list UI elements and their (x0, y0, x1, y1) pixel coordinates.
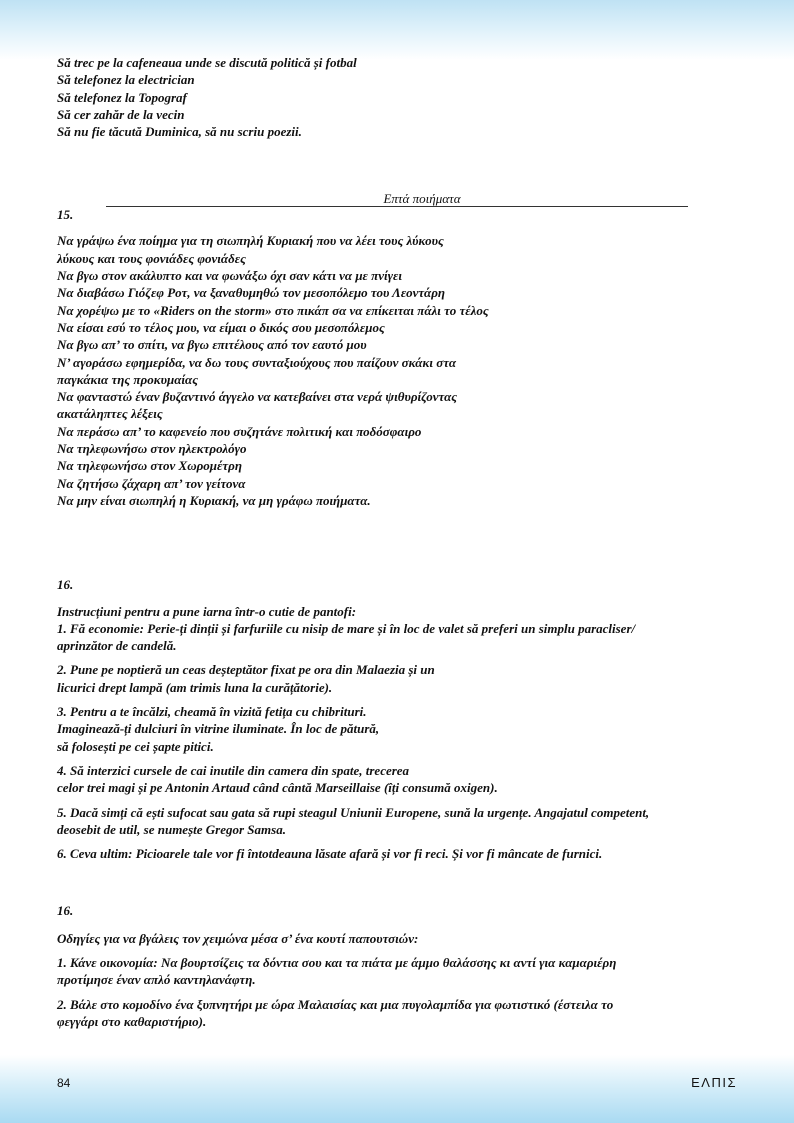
paragraph-line: 4. Să interzici cursele de cai inutile din camera din spate, trecerea (57, 762, 410, 778)
romanian-poem-16 (57, 576, 747, 862)
poem-line: Să nu fie tăcută Duminica, să nu scriu poezii. (57, 124, 302, 140)
section-title: Επτά ποιήματα (383, 191, 461, 207)
poem-line: Să telefonez la Topograf (57, 89, 187, 105)
poem-line: ακατάληπτες λέξεις (57, 406, 163, 422)
poem-line: Να περάσω απ’ το καφενείο που συζητάνε πολιτική και ποδόσφαιρο (57, 423, 422, 439)
paragraph-line: 2. Βάλε στο κομοδίνο ένα ξυπνητήρι με ώρα Μαλαισίας και μια πυγολαμπίδα για φωτιστικό (έστειλα το (57, 996, 614, 1012)
paragraph-line: 2. Pune pe noptieră un ceas deșteptător fixat pe ora din Malaezia și un (57, 662, 435, 678)
greek-poem-15 (57, 232, 747, 509)
poem-line: παγκάκια της προκυμαίας (57, 371, 198, 387)
poem-line: Να μην είναι σιωπηλή η Κυριακή, να μη γράφω ποιήματα. (57, 492, 371, 508)
poem-line: Να βγω στον ακάλυπτο και να φωνάξω όχι σαν κάτι να με πνίγει (57, 268, 402, 284)
poem-number: 15. (57, 207, 74, 223)
paragraph (57, 996, 747, 1031)
poem-line: Να φανταστώ έναν βυζαντινό άγγελο να κατεβαίνει στα νερά ψιθυρίζοντας (57, 389, 458, 405)
poem-line: Να ζητήσω ζάχαρη απ’ τον γείτονα (57, 475, 246, 491)
poem-line: Să trec pe la cafeneaua unde se discută politică și fotbal (57, 55, 357, 70)
page-number: 84 (57, 1076, 71, 1090)
romanian-poem-continuation (57, 54, 747, 140)
poem-line: Να γράψω ένα ποίημα για τη σιωπηλή Κυριακή που να λέει τους λύκους (57, 233, 444, 249)
paragraph-line: 3. Pentru a te încălzi, cheamă în vizită fetița cu chibrituri. (57, 704, 367, 720)
paragraph-line: 5. Dacă simți că ești sufocat sau gata să rupi steagul Uniunii Europene, sună la urgențe. Angajatul competent, (57, 804, 650, 820)
paragraph-line: προτίμησε έναν απλό καντηλανάφτη. (57, 972, 256, 988)
header-rule (106, 206, 688, 207)
greek-poem-16 (57, 902, 747, 1030)
poem-line: Να βγω απ’ το σπίτι, να βγω επιτέλους από τον εαυτό μου (57, 337, 367, 353)
paragraph-line: φεγγάρι στο καθαριστήριο). (57, 1013, 207, 1029)
paragraph (57, 661, 747, 696)
paragraph-line: 1. Κάνε οικονομία: Να βουρτσίζεις τα δόντια σου και τα πιάτα με άμμο θαλάσσης κι αντί για καμαριέρη (57, 954, 617, 970)
poem-number: 16. (57, 903, 74, 919)
bottom-gradient-band (0, 1055, 794, 1123)
paragraph (57, 620, 747, 655)
paragraph-line: licurici drept lampă (am trimis luna la curățătorie). (57, 679, 333, 695)
poem-line: Να διαβάσω Γιόζεφ Ροτ, να ξαναθυμηθώ τον μεσοπόλεμο του Λεοντάρη (57, 285, 446, 301)
paragraph-line: Imaginează-ți dulciuri în vitrine iluminate. În loc de pătură, (57, 721, 380, 737)
paragraph (57, 703, 747, 755)
poem-line: Să cer zahăr de la vecin (57, 106, 185, 122)
poem-title: Οδηγίες για να βγάλεις τον χειμώνα μέσα σ’ ένα κουτί παπουτσιών: (57, 930, 419, 946)
paragraph-line: 1. Fă economie: Perie-ți dinții și farfuriile cu nisip de mare și în loc de valet să preferi un simplu paracliser/ (57, 620, 636, 636)
poem-line: Să telefonez la electrician (57, 72, 195, 88)
poem-number: 16. (57, 577, 74, 593)
paragraph (57, 954, 747, 989)
poem-line: Να τηλεφωνήσω στον Χωρομέτρη (57, 458, 242, 474)
paragraph (57, 762, 747, 797)
paragraph-line: aprinzător de candelă. (57, 638, 177, 654)
poem-line: Να χορέψω με το «Riders on the storm» στο πικάπ σα να επίκειται πάλι το τέλος (57, 302, 489, 318)
top-gradient-band (0, 0, 794, 60)
journal-name: ΕΛΠΙΣ (691, 1075, 737, 1090)
paragraph (57, 845, 747, 862)
poem-title: Instrucțiuni pentru a pune iarna într-o cutie de pantofi: (57, 603, 357, 619)
paragraph-line: celor trei magi și pe Antonin Artaud când cântă Marseillaise (îți consumă oxigen). (57, 780, 498, 796)
paragraph (57, 804, 747, 839)
poem-line: λύκους και τους φονιάδες φονιάδες (57, 250, 246, 266)
paragraph-line: deosebit de util, se numește Gregor Samsa. (57, 821, 286, 837)
poem-line: Να τηλεφωνήσω στον ηλεκτρολόγο (57, 441, 247, 457)
paragraph-line: 6. Ceva ultim: Picioarele tale vor fi întotdeauna lăsate afară și vor fi reci. Și vor fi mâncate de furnici. (57, 846, 603, 862)
page-content (57, 54, 747, 1030)
poem-line: Ν’ αγοράσω εφημερίδα, να δω τους συνταξιούχους που παίζουν σκάκι στα (57, 354, 457, 370)
poem-line: Να είσαι εσύ το τέλος μου, να είμαι ο δικός σου μεσοπόλεμος (57, 319, 385, 335)
paragraph-line: să folosești pe cei șapte pitici. (57, 738, 214, 754)
section-header (57, 190, 747, 224)
